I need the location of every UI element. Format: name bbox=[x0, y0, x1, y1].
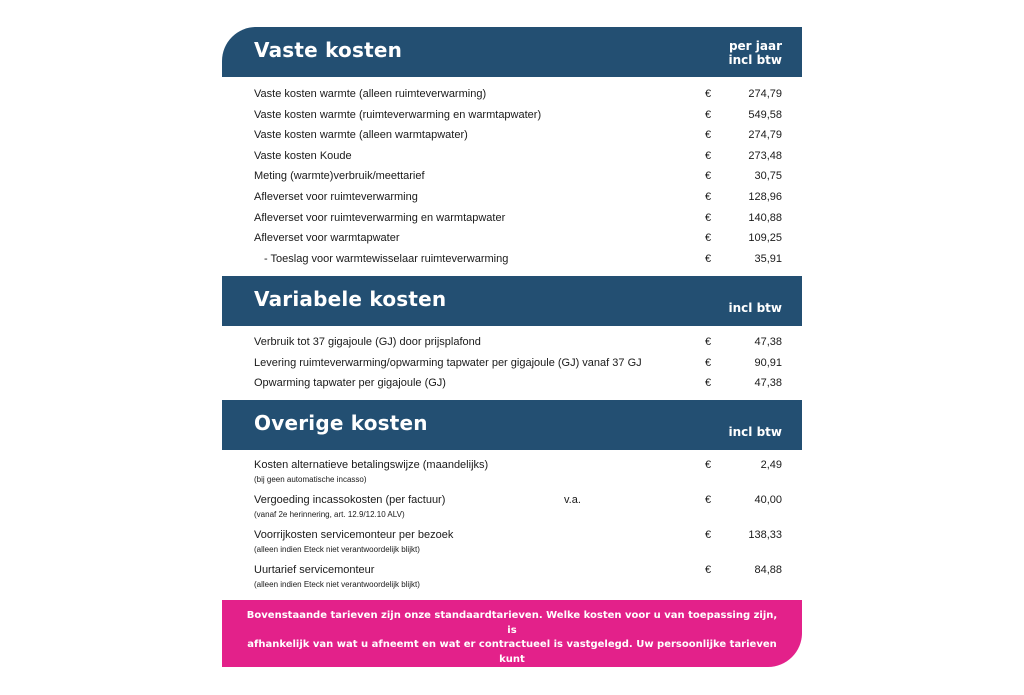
table-row bbox=[222, 227, 802, 248]
table-row bbox=[222, 83, 802, 104]
currency-symbol: € bbox=[705, 494, 712, 506]
currency-symbol: € bbox=[705, 459, 712, 471]
currency-symbol: € bbox=[705, 529, 712, 541]
row-label: Levering ruimteverwarming/opwarming tapwater per gigajoule (GJ) vanaf 37 GJ bbox=[254, 356, 642, 369]
row-label: Vaste kosten warmte (alleen warmtapwater) bbox=[254, 129, 468, 142]
per-jaar-label: per jaar bbox=[728, 39, 782, 53]
row-label: Kosten alternatieve betalingswijze (maandelijks) bbox=[254, 459, 489, 471]
overige-kosten-title: Overige kosten bbox=[254, 411, 428, 435]
currency-symbol: € bbox=[705, 252, 712, 265]
row-amount: 40,00 bbox=[754, 494, 782, 506]
table-row bbox=[222, 564, 802, 599]
incl-btw-label: incl btw bbox=[728, 301, 782, 315]
currency-symbol: € bbox=[705, 170, 712, 183]
row-label: Afleverset voor warmtapwater bbox=[254, 232, 400, 245]
vaste-kosten-subtitle bbox=[729, 39, 782, 67]
table-row bbox=[222, 207, 802, 228]
row-note: (bij geen automatische incasso) bbox=[254, 475, 367, 484]
row-label: Vergoeding incassokosten (per factuur) bbox=[254, 494, 446, 506]
variabele-kosten-title: Variabele kosten bbox=[254, 287, 447, 311]
row-amount: 140,88 bbox=[748, 211, 782, 224]
table-row bbox=[222, 165, 802, 186]
disclaimer-line: Bovenstaande tarieven zijn onze standaardtarieven. Welke kosten voor u van toepassing zijn, is bbox=[246, 610, 778, 636]
row-amount: 274,79 bbox=[748, 129, 782, 142]
row-amount: 109,25 bbox=[748, 232, 782, 245]
row-amount: 90,91 bbox=[754, 356, 782, 369]
row-amount: 138,33 bbox=[748, 529, 782, 541]
currency-symbol: € bbox=[705, 88, 712, 100]
vaste-kosten-header bbox=[222, 27, 802, 77]
row-label: Uurtarief servicemonteur bbox=[254, 564, 375, 576]
row-amount: 549,58 bbox=[748, 108, 782, 121]
vanaf-label: v.a. bbox=[564, 494, 581, 506]
row-amount: 128,96 bbox=[748, 190, 782, 203]
row-label: Vaste kosten Koude bbox=[254, 149, 352, 162]
row-label: Voorrijkosten servicemonteur per bezoek bbox=[254, 529, 454, 541]
table-row bbox=[222, 145, 802, 166]
table-row bbox=[222, 372, 802, 393]
currency-symbol: € bbox=[705, 149, 712, 162]
disclaimer-banner bbox=[222, 600, 802, 679]
disclaimer-line: vanaf eind december raadplegen via MijnEteck Online of in de MijnEteck App. bbox=[292, 668, 732, 679]
table-row bbox=[222, 352, 802, 373]
disclaimer-line: afhankelijk van wat u afneemt en wat er contractueel is vastgelegd. Uw persoonlijke tarieven kunt bbox=[247, 639, 777, 665]
currency-symbol: € bbox=[705, 232, 712, 245]
row-amount: 2,49 bbox=[760, 459, 782, 471]
currency-symbol: € bbox=[705, 336, 712, 348]
table-row bbox=[222, 104, 802, 125]
row-label: Vaste kosten warmte (alleen ruimteverwarming) bbox=[254, 88, 487, 100]
vaste-kosten-title: Vaste kosten bbox=[254, 38, 403, 62]
currency-symbol: € bbox=[705, 129, 712, 142]
table-row bbox=[222, 186, 802, 207]
row-label: Afleverset voor ruimteverwarming en warmtapwater bbox=[254, 211, 506, 224]
currency-symbol: € bbox=[705, 211, 712, 224]
overige-kosten-header bbox=[222, 400, 802, 450]
table-row bbox=[222, 494, 802, 529]
incl-btw-label: incl btw bbox=[728, 425, 782, 439]
table-row bbox=[222, 529, 802, 564]
currency-symbol: € bbox=[705, 356, 712, 369]
row-amount: 84,88 bbox=[754, 564, 782, 576]
row-label: - Toeslag voor warmtewisselaar ruimteverwarming bbox=[264, 252, 509, 265]
currency-symbol: € bbox=[705, 564, 712, 576]
row-amount: 274,79 bbox=[748, 88, 782, 100]
variabele-kosten-header bbox=[222, 276, 802, 326]
variabele-kosten-rows bbox=[222, 326, 802, 400]
row-label: Meting (warmte)verbruik/meettarief bbox=[254, 170, 425, 183]
row-label: Vaste kosten warmte (ruimteverwarming en warmtapwater) bbox=[254, 108, 542, 121]
currency-symbol: € bbox=[705, 377, 712, 390]
row-amount: 35,91 bbox=[754, 252, 782, 265]
row-amount: 47,38 bbox=[754, 377, 782, 390]
row-note: (alleen indien Eteck niet verantwoordelijk blijkt) bbox=[254, 580, 420, 589]
row-note: (vanaf 2e herinnering, art. 12.9/12.10 ALV) bbox=[254, 510, 405, 519]
overige-kosten-rows bbox=[222, 450, 802, 599]
table-row bbox=[222, 331, 802, 352]
row-amount: 47,38 bbox=[754, 336, 782, 348]
table-row bbox=[222, 248, 802, 269]
table-row bbox=[222, 459, 802, 494]
row-note: (alleen indien Eteck niet verantwoordelijk blijkt) bbox=[254, 545, 420, 554]
currency-symbol: € bbox=[705, 190, 712, 203]
row-label: Opwarming tapwater per gigajoule (GJ) bbox=[254, 377, 446, 390]
row-label: Afleverset voor ruimteverwarming bbox=[254, 190, 418, 203]
row-amount: 273,48 bbox=[748, 149, 782, 162]
tariff-sheet bbox=[222, 27, 802, 599]
row-amount: 30,75 bbox=[754, 170, 782, 183]
row-label: Verbruik tot 37 gigajoule (GJ) door prijsplafond bbox=[254, 336, 481, 348]
incl-btw-label: incl btw bbox=[728, 53, 782, 67]
vaste-kosten-rows bbox=[222, 77, 802, 276]
table-row bbox=[222, 124, 802, 145]
currency-symbol: € bbox=[705, 108, 712, 121]
